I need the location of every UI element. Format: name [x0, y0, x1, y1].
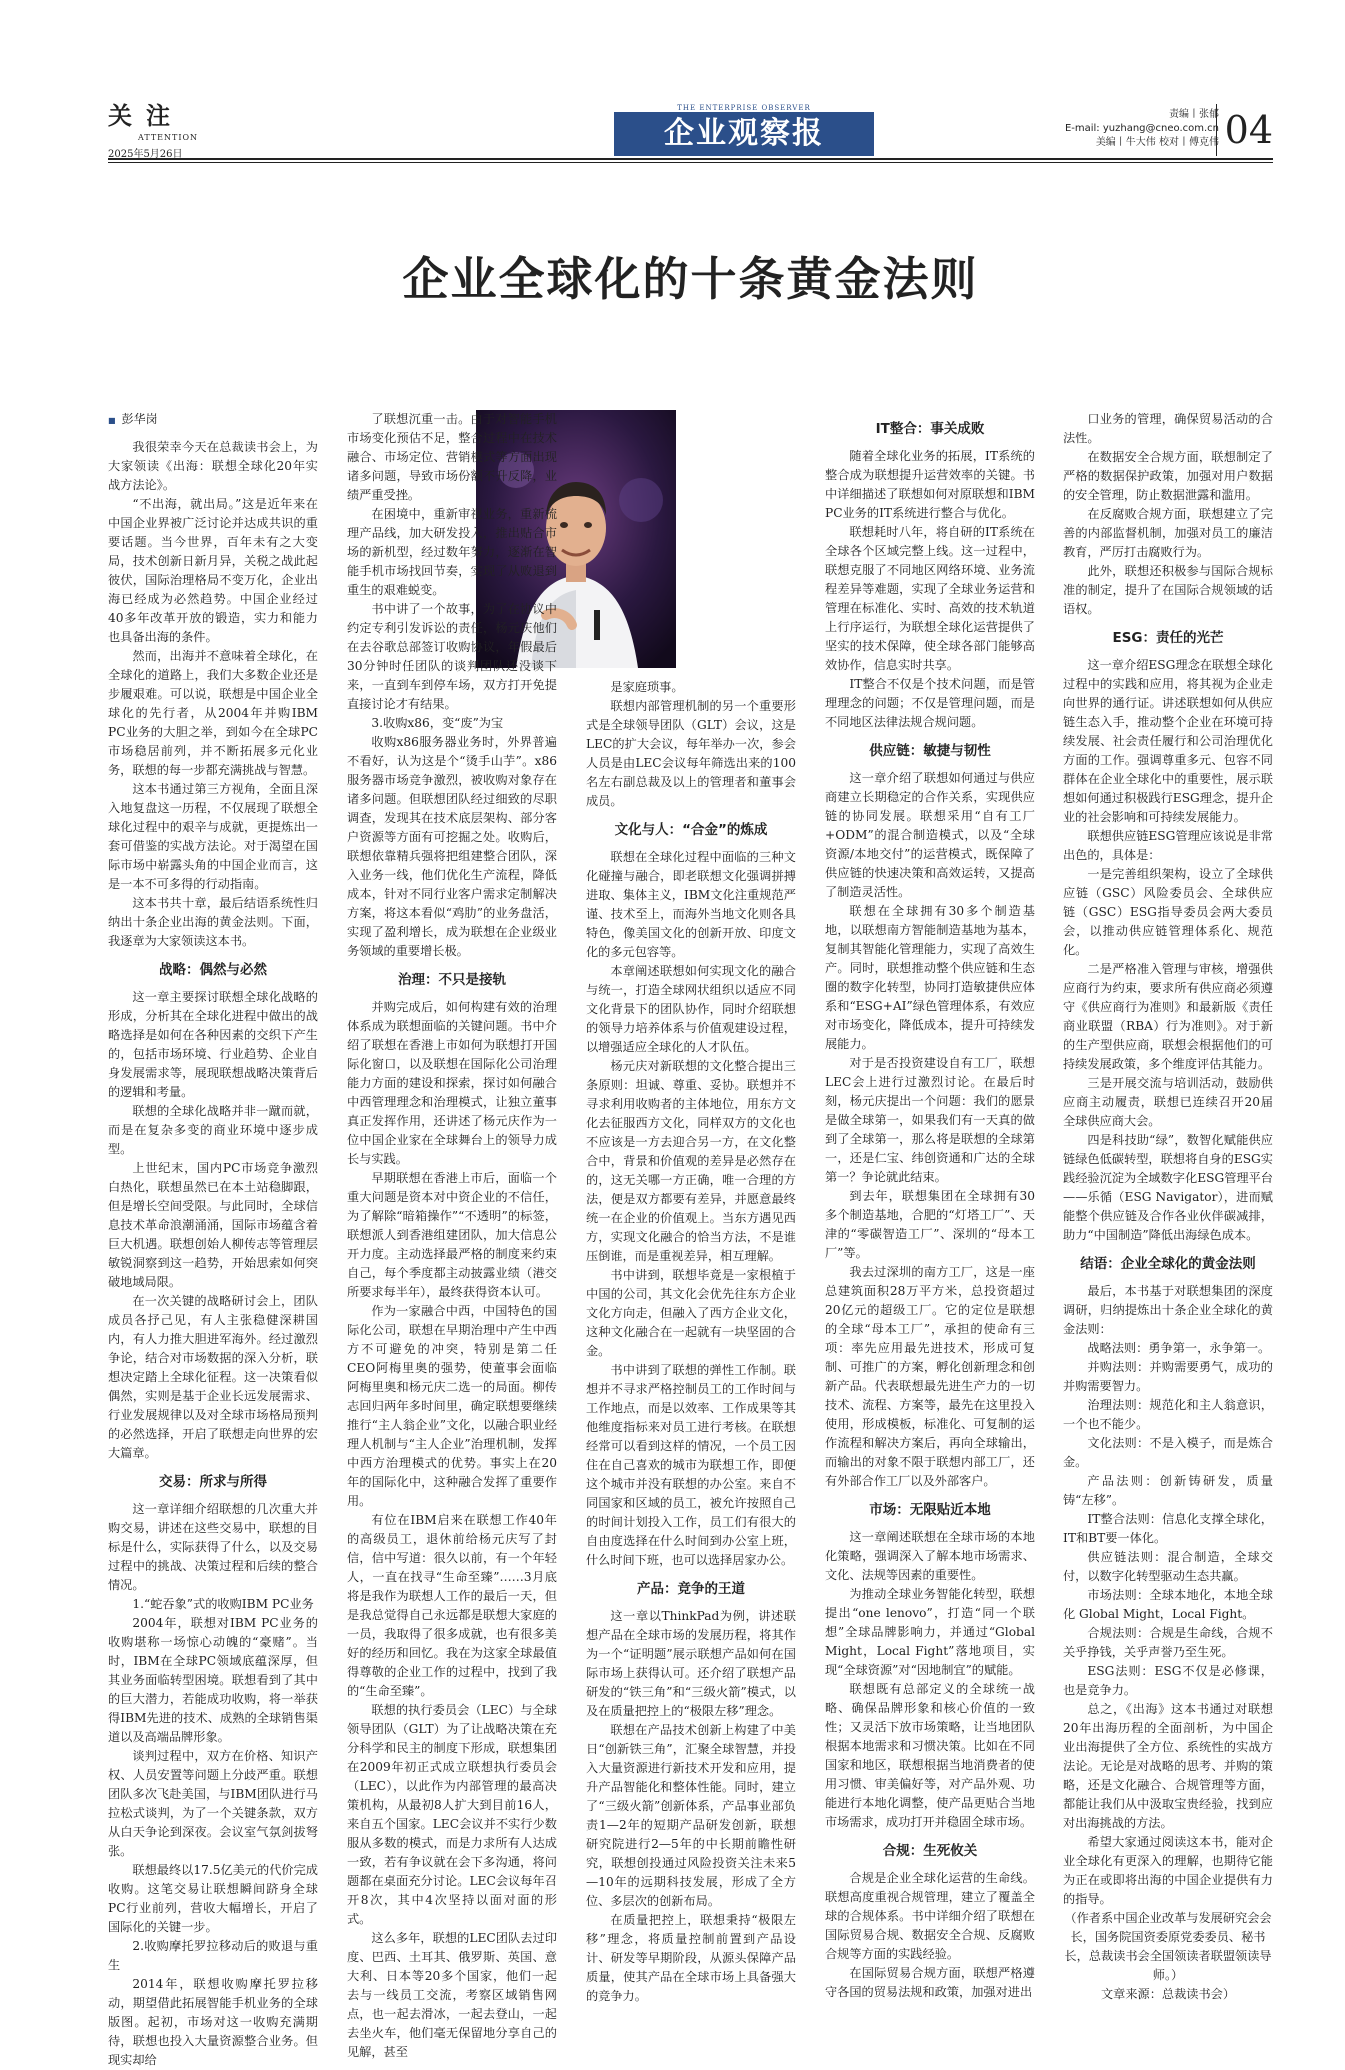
paragraph: 书中讲了一个故事，为了在协议中约定专利引发诉讼的责任，杨元庆他们在去谷歌总部签订收购协议，年假最后30分钟时任团队的谈判团队还没谈下来，一直到车到停车场，双方打开免提直接讨论才有结果。	[347, 602, 557, 711]
paragraph: 合规法则：合规是生命线，合规不关乎挣钱，关乎声誉乃至生死。	[1063, 1626, 1273, 1659]
masthead-logo: 企业观察报	[614, 112, 874, 156]
header-rule	[108, 158, 1273, 160]
author-byline: ■ 彭华岗	[108, 410, 318, 430]
paragraph: 这一章介绍了联想如何通过与供应商建立长期稳定的合作关系，实现供应链的协同发展。联想采用“自有工厂+ODM”的混合制造模式，以及“全球资源/本地交付”的运营模式，既保障了供应链的快速决策和高效运转，又提高了制造灵活性。	[825, 771, 1035, 899]
paragraph: 这一章阐述联想在全球市场的本地化策略，强调深入了解本地市场需求、文化、法规等因素的重要性。	[825, 1530, 1035, 1582]
paragraph: 在数据安全合规方面，联想制定了严格的数据保护政策，加强对用户数据的安全管理，防止数据泄露和滥用。	[1063, 450, 1273, 502]
masthead	[614, 104, 874, 156]
paragraph: IT整合不仅是个技术问题，而是管理理念的问题；不仅是管理问题，而是不同地区法律法规合规问题。	[825, 677, 1035, 729]
subheading: 产品：竞争的王道	[637, 1581, 745, 1597]
paragraph: 这本书共十章，最后结语系统性归纳出十条企业出海的黄金法则。下面，我逐章为大家领读这本书。	[108, 896, 318, 948]
paragraph: 是家庭琐事。	[610, 680, 684, 694]
paragraph: 联想在产品技术创新上构建了中美日“创新铁三角”，汇聚全球智慧，并投入大量资源进行新技术开发和应用，提升产品智能化和整体性能。同时，建立了“三级火箭”创新体系，产品事业部负责1—2年的短期产品研发创新，联想研究院进行2—5年的中长期前瞻性研究，联想创投通过风险投资关注未来5—10年的远期科技发展，形成了全方位、多层次的创新布局。	[586, 1723, 796, 1908]
paragraph: 一是完善组织架构，设立了全球供应链（GSC）风险委员会、全球供应链（GSC）ESG指导委员会两大委员会，以推动供应链管理体系化、规范化。	[1063, 867, 1273, 957]
paragraph: 产品法则：创新铸研发，质量铸“左移”。	[1063, 1474, 1273, 1507]
author-note: （作者系中国企业改革与发展研究会会长，国务院国资委原党委委员、秘书长，总裁读书会全国领读者联盟领读导师。）	[1064, 1911, 1272, 1982]
paragraph: 2014年，联想收购摩托罗拉移动，期望借此拓展智能手机业务的全球版图。起初，市场对这一收购充满期待，联想也投入大量资源整合业务。但现实却给	[108, 1977, 318, 2067]
paragraph: 在国际贸易合规方面，联想严格遵守各国的贸易法规和政策，加强对进出	[825, 1966, 1035, 1999]
subheading: ESG：责任的光芒	[1112, 630, 1224, 646]
paragraph: 书中讲到，联想毕竟是一家根植于中国的公司，其文化会优先往东方企业文化方向走，但融入了西方企业文化，这种文化融合在一起就有一块坚固的合金。	[586, 1268, 796, 1358]
subheading: 市场：无限贴近本地	[869, 1502, 991, 1518]
paragraph: 作为一家融合中西，中国特色的国际化公司，联想在早期治理中产生中西方不可避免的冲突，特别是第二任CEO阿梅里奥的强势，使董事会面临阿梅里奥和杨元庆二选一的局面。柳传志回归两年多时间里，确定联想要继续推行“主人翁企业”文化，以融合职业经理人机制与“主人企业”治理机制，发挥中西方治理模式的优势。事实上在20年的国际化中，这种融合发挥了重要作用。	[347, 1304, 557, 1508]
column-2	[347, 410, 557, 2059]
paragraph: 杨元庆对新联想的文化整合提出三条原则：坦诚、尊重、妥协。联想并不寻求利用收购者的主体地位，用东方文化去征服西方文化，同样双方的文化也不应该是一方去迎合另一方，在文化整合中，背景和价值观的差异是必然存在的，这无关哪一方正确，唯一合理的方法，便是双方都要有差异，并愿意最终统一在企业的价值观上。当东方遇见西方，实现文化融合的恰当方法，不是谁压倒谁，而是重视差异，相互理解。	[586, 1059, 796, 1263]
editor-credit: 责编丨张郁	[1169, 109, 1219, 120]
article-headline: 企业全球化的十条黄金法则	[402, 252, 979, 306]
paragraph: 文化法则：不是入模子，而是炼合金。	[1063, 1436, 1273, 1469]
paragraph: 联想内部管理机制的另一个重要形式是全球领导团队（GLT）会议，这是LEC的扩大会议，每年举办一次，参会人员是由LEC会议每年筛选出来的100名左右副总裁及以上的管理者和董事会成员。	[586, 699, 796, 808]
paragraph: 2.收购摩托罗拉移动后的败退与重生	[108, 1939, 318, 1972]
credits-block	[1065, 108, 1273, 150]
paragraph: 我去过深圳的南方工厂，这是一座总建筑面积28万平方米，总投资超过20亿元的超级工厂。它的定位是联想的全球“母本工厂”，承担的使命有三项：率先应用最先进技术，形成可复制、可推广的方案，孵化创新理念和创新产品。代表联想最先进生产力的一切技术、流程、方案等，最先在这里投入使用，形成模板，标准化、可复制的运作流程和解决方案后，再向全球输出，而输出的对象不限于联想内部工厂，还有外部合作工厂以及外部客户。	[825, 1265, 1035, 1488]
paragraph: “不出海，就出局。”这是近年来在中国企业界被广泛讨论并达成共识的重要话题。当今世界，百年未有之大变局，技术创新日新月异，关税之战此起彼伏，国际治理格局不变万化，企业出海已经成为必然趋势。中国企业经过40多年改革开放的锻造，实力和能力也具备出海的条件。	[108, 497, 318, 644]
paragraph: 口业务的管理，确保贸易活动的合法性。	[1063, 412, 1273, 445]
paragraph: ESG法则：ESG不仅是必修课，也是竞争力。	[1063, 1664, 1273, 1697]
paragraph: 我很荣幸今天在总裁读书会上，为大家领读《出海：联想全球化20年实战方法论》。	[108, 440, 318, 492]
paragraph: 联想的全球化战略并非一蹴而就，而是在复杂多变的商业环境中逐步成型。	[108, 1104, 318, 1156]
paragraph: 联想耗时八年，将自研的IT系统在全球各个区域完整上线。这一过程中，联想克服了不同地区网络环境、业务流程差异等难题，实现了全球业务运营和管理在标准化、实时、高效的技术轨道上行序运行，为联想全球化运营提供了坚实的技术保障，使全球各部门能够高效协作，信息实时共享。	[825, 525, 1035, 672]
paragraph: 这一章介绍ESG理念在联想全球化过程中的实践和应用，将其视为企业走向世界的通行证。讲述联想如何从供应链生态入手，推动整个企业在环境可持续发展、社会责任履行和公司治理优化方面的工作。强调尊重多元、包容不同群体在企业全球化中的重要性，展示联想如何通过积极践行ESG理念，提升企业的社会影响和可持续发展能力。	[1063, 658, 1273, 824]
paragraph: 收购x86服务器业务时，外界普遍不看好，认为这是个“烫手山芋”。x86服务器市场竞争激烈，被收购对象存在诸多问题。但联想团队经过细致的尽职调查，发现其在技术底层架构、部分客户资源等方面有可挖掘之处。收购后，联想依靠精兵强将把组建整合团队，深入业务一线，他们优化生产流程，降低成本，针对不同行业客户需求定制解决方案，将这本看似“鸡肋”的业务盘活，实现了盈利增长，成为联想在企业级业务领域的重要增长极。	[347, 735, 557, 958]
paragraph: 市场法则：全球本地化，本地全球化 Global Might，Local Fight。	[1063, 1588, 1273, 1621]
subheading: IT整合：事关成败	[875, 421, 985, 437]
paragraph: 三是开展交流与培训活动，鼓励供应商主动履责，联想已连续召开20届全球供应商大会。	[1063, 1076, 1273, 1128]
paragraph: 四是科技助“绿”，数智化赋能供应链绿色低碳转型，联想将自身的ESG实践经验沉淀为全域数字化ESG管理平台——乐循（ESG Navigator），进而赋能整个供应链及合作各业伙伴碳减排，助力“中国制造”降低出海绿色成本。	[1063, 1133, 1273, 1242]
paragraph: 此外，联想还积极参与国际合规标准的制定，提升了在国际合规领域的话语权。	[1063, 564, 1273, 616]
subheading: 文化与人：“合金”的炼成	[614, 822, 768, 838]
paragraph: 希望大家通过阅读这本书，能对企业全球化有更深入的理解，也期待它能为正在或即将出海的中国企业提供有力的指导。	[1063, 1835, 1273, 1906]
paragraph: 上世纪末，国内PC市场竞争激烈白热化，联想虽然已在本土站稳脚跟，但是增长空间受限。与此同时，全球信息技术革命浪潮涌涌，国际市场蕴含着巨大机遇。联想创始人柳传志等管理层敏锐洞察到这一趋势，开始思索如何突破地域局限。	[108, 1161, 318, 1289]
section-title: 关注	[108, 101, 184, 130]
subheading: 供应链：敏捷与韧性	[869, 743, 991, 759]
column-3	[586, 410, 796, 2010]
section-title-en: ATTENTION	[138, 133, 199, 142]
paragraph: 联想最终以17.5亿美元的代价完成收购。这笔交易让联想瞬间跻身全球PC行业前列，营收大幅增长，开启了国际化的关键一步。	[108, 1863, 318, 1934]
paragraph: 战略法则：勇争第一，永争第一。	[1087, 1341, 1271, 1355]
page-header	[108, 96, 1273, 160]
paragraph: 书中讲到了联想的弹性工作制。联想并不寻求严格控制员工的工作时间与工作地点，而是以效率、工作成果等其他维度指标来对员工进行考核。在联想经常可以看到这样的情况，一个员工因住在自己喜欢的城市为联想工作，即便这个城市并没有联想的办公室。来自不同国家和区域的员工，被允许按照自己的时间计划投入工作，员工们有很大的自由度选择在什么时间到办公室上班，什么时间下班，也可以选择居家办公。	[586, 1363, 796, 1567]
column-5	[1063, 410, 1273, 2010]
paragraph: 在反腐败合规方面，联想建立了完善的内部监督机制，加强对员工的廉洁教育，严厉打击腐败行为。	[1063, 507, 1273, 559]
column-1	[108, 410, 318, 2067]
paragraph: 这一章以ThinkPad为例，讲述联想产品在全球市场的发展历程，将其作为一个“证明题”展示联想产品如何在国际市场上获得认可。还介绍了联想产品研发的“铁三角”和“三级火箭”模式，以及在质量把控上的“极限左移”理念。	[586, 1609, 796, 1718]
paragraph: 然而，出海并不意味着全球化，在全球化的道路上，我们大多数企业还是步履艰难。可以说，联想是中国企业全球化的先行者，从2004年并购IBM PC业务的大胆之举，到如今在全球PC市场稳居前列，并不断拓展多元化业务，联想的每一步都充满挑战与智慧。	[108, 649, 318, 777]
paragraph: 联想的执行委员会（LEC）与全球领导团队（GLT）为了让战略决策在充分科学和民主的制度下形成，联想集团在2009年初正式成立联想执行委员会（LEC），以此作为内部管理的最高决策机构，从最初8人扩大到目前16人，来自五个国家。LEC会议并不实行少数服从多数的模式，而是力求所有人达成一致，若有争议就在会下多沟通，将问题都在桌面充分讨论。LEC会议每年召开8次，其中4次坚持以面对面的形式。	[347, 1703, 557, 1926]
paragraph: 联想在全球拥有30多个制造基地，以联想南方智能制造基地为基本，复制其智能化管理能力，实现了高效生产。同时，联想推动整个供应链和生态圈的数字化转型，协同打造敏捷供应体系和“ESG+AI”绿色管理体系，有效应对市场变化，降低成本，提升可持续发展能力。	[825, 904, 1035, 1051]
column-4	[825, 410, 1035, 2010]
paragraph: 在质量把控上，联想秉持“极限左移”理念，将质量控制前置到产品设计、研发等早期阶段，从源头保障产品质量，使其产品在全球市场上具备强大的竞争力。	[586, 1913, 796, 2003]
paragraph: 联想在全球化过程中面临的三种文化碰撞与融合，即老联想文化强调拼搏进取、集体主义，IBM文化注重规范严谨、技术至上，而海外当地文化则各具特色，像美国文化的创新开放、印度文化的多元包容等。	[586, 850, 796, 959]
art-credit: 美编丨牛大伟 校对丨傅克伟	[1095, 137, 1219, 148]
paragraph: 供应链法则：混合制造，全球交付，以数字化转型驱动生态共赢。	[1063, 1550, 1273, 1583]
paragraph: 这一章主要探讨联想全球化战略的形成，分析其在全球化进程中做出的战略选择是如何在各种因素的交织下产生的，包括市场环境、行业趋势、企业自身发展需求等，展现联想战略决策背后的逻辑和考量。	[108, 990, 318, 1099]
paragraph: 联想既有总部定义的全球统一战略、确保品牌形象和核心价值的一致性；又灵活下放市场策略，让当地团队根据本地需求和习惯决策。比如在不同国家和地区，联想根据当地消费者的使用习惯、审美偏好等，对产品外观、功能进行本地化调整，使产品更贴合当地市场需求，成功打开并稳固全球市场。	[825, 1682, 1035, 1829]
paragraph: 这么多年，联想的LEC团队去过印度、巴西、土耳其、俄罗斯、英国、意大利、日本等20多个国家，他们一起去与一线员工交流，考察区域销售网点，也一起去滑冰，一起去登山，一起去坐火车，他们毫无保留地分享自己的见解，甚至	[347, 1931, 557, 2059]
paragraph: 3.收购x86，变“废”为宝	[371, 716, 504, 730]
paragraph: 了联想沉重一击。由于对智能手机市场变化预估不足，整合过程中在技术融合、市场定位、营销模式等方面出现诸多问题，导致市场份额不升反降，业绩严重受挫。	[347, 412, 557, 502]
issue-date: 2025年5月26日	[108, 149, 183, 160]
paragraph: 到去年，联想集团在全球拥有30多个制造基地，合肥的“灯塔工厂”、天津的“零碳智造工厂”、深圳的“母本工厂”等。	[825, 1189, 1035, 1260]
paragraph: 二是严格准入管理与审核，增强供应商行为约束，要求所有供应商必须遵守《供应商行为准则》和最新版《责任商业联盟（RBA）行为准则》。对于新的生产型供应商，联想会根据他们的可持续发展政策，多个维度评估其能力。	[1063, 962, 1273, 1071]
paragraph: 2004年，联想对IBM PC业务的收购堪称一场惊心动魄的“豪赌”。当时，IBM在全球PC领域底蕴深厚，但其业务面临转型困境。联想看到了其中的巨大潜力，若能成功收购，将一举获得IBM先进的技术、成熟的全球销售渠道以及高端品牌形象。	[108, 1616, 318, 1744]
subheading: 合规：生死攸关	[882, 1843, 978, 1859]
paragraph: 这一章详细介绍联想的几次重大并购交易，讲述在这些交易中，联想的目标是什么，实际获得了什么，以及交易过程中的挑战、决策过程和后续的整合情况。	[108, 1502, 318, 1592]
article-body	[108, 410, 1273, 2067]
paragraph: 对于是否投资建设自有工厂，联想LEC会上进行过激烈讨论。在最后时刻，杨元庆提出一个问题：我们的愿景是做全球第一，如果我们有一天真的做到了全球第一，那么将是联想的全球第一，还是仁宝、纬创资通和广达的全球第一？争论就此结束。	[825, 1056, 1035, 1184]
paragraph: 并购完成后，如何构建有效的治理体系成为联想面临的关键问题。书中介绍了联想在香港上市如何为联想打开国际化窗口，以及联想在国际化公司治理能力方面的建设和探索，探讨如何融合中西管理理念和治理模式，让独立董事真正发挥作用，还讲述了杨元庆作为一位中国企业家在全球舞台上的领导力成长与实践。	[347, 1000, 557, 1166]
paragraph: 合规是企业全球化运营的生命线。联想高度重视合规管理，建立了覆盖全球的合规体系。书中详细介绍了联想在国际贸易合规、数据安全合规、反腐败合规等方面的实践经验。	[825, 1871, 1035, 1961]
paragraph: 有位在IBM启来在联想工作40年的高级员工，退休前给杨元庆写了封信，信中写道：很久以前，有一个年轻人，一直在找寻“生命至臻”……3月底将是我作为联想人工作的最后一天，但是我总觉得自己永远都是联想大家庭的一员，我取得了很多成就，也有很多美好的经历和回忆。我在为这家全球最值得尊敬的企业工作的过程中，找到了我的“生命至臻”。	[347, 1513, 557, 1698]
author-note: 文章来源：总裁读书会）	[1100, 1987, 1236, 2001]
editor-email[interactable]: E-mail: yuzhang@cneo.com.cn	[1064, 123, 1219, 134]
page-number: 04	[1216, 104, 1273, 156]
subheading: 结语：企业全球化的黄金法则	[1080, 1256, 1256, 1272]
paragraph: 在困境中，重新审视业务，重新梳理产品线，加大研发投入，推出贴合市场的新机型，经过数年努力，逐渐在智能手机市场找回节奏，实现了从败退到重生的艰难蜕变。	[347, 507, 557, 597]
paragraph: 为推动全球业务智能化转型，联想提出“one lenovo”，打造“同一个联想”全球品牌影响力，并通过“Global Might，Local Fight”落地项目，实现“全球资源”对“因地制宜”的赋能。	[825, 1587, 1035, 1677]
subheading: 战略：偶然与必然	[159, 962, 267, 978]
paragraph: 在一次关键的战略研讨会上，团队成员各抒己见，有人主张稳健深耕国内，有人力推大胆进军海外。经过激烈争论，结合对市场数据的深入分析，联想决定踏上全球化征程。这一决策看似偶然，实则是基于企业长远发展需求、行业发展规律以及对全球市场格局预判的必然选择，开启了联想走向世界的宏大篇章。	[108, 1294, 318, 1460]
paragraph: 本章阐述联想如何实现文化的融合与统一，打造全球网状组织以适应不同文化背景下的团队协作，同时介绍联想的领导力培养体系与价值观建设过程，以增强适应全球化的人才队伍。	[586, 964, 796, 1054]
subheading: 交易：所求与所得	[159, 1474, 267, 1490]
paragraph: 并购法则：并购需要勇气，成功的并购需要智力。	[1063, 1360, 1273, 1393]
paragraph: 总之，《出海》这本书通过对联想20年出海历程的全面剖析，为中国企业出海提供了全方位、系统性的实战方法论。无论是对战略的思考、并购的策略，还是文化融合、合规管理等方面，都能让我们从中汲取宝贵经验，找到应对出海挑战的方法。	[1063, 1702, 1273, 1830]
paragraph: IT整合法则：信息化支撑全球化，IT和BT要一体化。	[1063, 1512, 1273, 1545]
subheading: 治理：不只是接轨	[398, 972, 506, 988]
paragraph: 联想供应链ESG管理应该说是非常出色的，具体是：	[1063, 829, 1273, 862]
paragraph: 随着全球化业务的拓展，IT系统的整合成为联想提升运营效率的关键。书中详细描述了联想如何对原联想和IBM PC业务的IT系统进行整合与优化。	[825, 449, 1035, 520]
header-rule-thin	[108, 162, 1273, 163]
paragraph: 治理法则：规范化和主人翁意识，一个也不能少。	[1063, 1398, 1273, 1431]
paragraph: 早期联想在香港上市后，面临一个重大问题是资本对中资企业的不信任，为了解除“暗箱操作”“不透明”的标签，联想派人到香港组建团队，加大信息公开力度。主动选择最严格的制度来约束自己，每个季度都主动披露业绩（港交所要求每半年），最终获得资本认可。	[347, 1171, 557, 1299]
paragraph: 这本书通过第三方视角，全面且深入地复盘这一历程，不仅展现了联想全球化过程中的艰辛与成就，更提炼出一套可借鉴的实战方法论。对于渴望在国际市场中崭露头角的中国企业而言，这是一本不可多得的行动指南。	[108, 782, 318, 891]
paragraph: 最后，本书基于对联想集团的深度调研，归纳提炼出十条企业全球化的黄金法则：	[1063, 1284, 1273, 1336]
paragraph: 1.“蛇吞象”式的收购IBM PC业务	[132, 1597, 314, 1611]
paragraph: 谈判过程中，双方在价格、知识产权、人员安置等问题上分歧严重。联想团队多次飞赴美国，与IBM团队进行马拉松式谈判，为了一个关键条款，双方从白天争论到深夜。会议室气氛剑拔弩张。	[108, 1749, 318, 1858]
masthead-en: THE ENTERPRISE OBSERVER	[677, 104, 811, 112]
section-block	[108, 96, 198, 160]
